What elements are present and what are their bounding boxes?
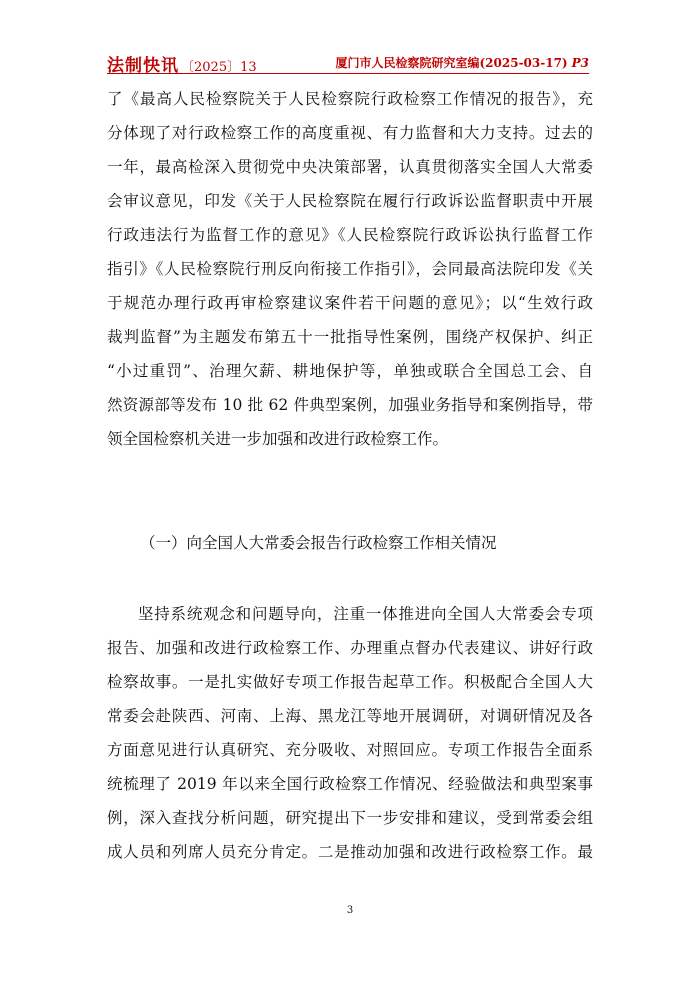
text-line: 例，深入查找分析问题，研究提出下一步安排和建议，受到常委会组 [107, 809, 593, 827]
text-line: 了《最高人民检察院关于人民检察院行政检察工作情况的报告》，充 [107, 90, 593, 108]
text-line: 统梳理了 2019 年以来全国行政检察工作情况、经验做法和典型案事 [107, 775, 593, 793]
header-source-group [336, 54, 590, 71]
header-divider [107, 73, 589, 74]
text-line: 指引》《人民检察院行刑反向衔接工作指引》，会同最高法院印发《关 [107, 260, 593, 278]
publisher-info: 厦门市人民检察院研究室编(2025-03-17) [335, 56, 568, 70]
text-line: 一年，最高检深入贯彻党中央决策部署，认真贯彻落实全国人大常委 [107, 158, 593, 176]
text-line: 报告、加强和改进行政检察工作、办理重点督办代表建议、讲好行政 [107, 639, 593, 657]
page-number: 3 [346, 905, 354, 916]
text-line: 领全国检察机关进一步加强和改进行政检察工作。 [107, 430, 449, 448]
text-line: 常委会赴陕西、河南、上海、黑龙江等地开展调研，对调研情况及各 [107, 707, 593, 725]
text-line: 分体现了对行政检察工作的高度重视、有力监督和大力支持。过去的 [107, 124, 593, 142]
text-line: 方面意见进行认真研究、充分吸收、对照回应。专项工作报告全面系 [107, 741, 593, 759]
issue-number: 〔2025〕13 [181, 60, 257, 75]
text-line: 行政违法行为监督工作的意见》《人民检察院行政诉讼执行监督工作 [107, 226, 593, 244]
body-paragraph-1 [107, 82, 593, 456]
section-heading: （一）向全国人大常委会报告行政检察工作相关情况 [140, 534, 497, 552]
page-header [107, 50, 589, 76]
text-line: 会审议意见，印发《关于人民检察院在履行行政诉讼监督职责中开展 [107, 192, 593, 210]
text-line: “小过重罚”、治理欠薪、耕地保护等，单独或联合全国总工会、自 [107, 362, 593, 380]
text-line: 坚持系统观念和问题导向，注重一体推进向全国人大常委会专项 [138, 605, 593, 623]
publication-name: 法制快讯 [107, 56, 179, 76]
text-line: 成人员和列席人员充分肯定。二是推动加强和改进行政检察工作。最 [107, 843, 593, 861]
text-line: 检察故事。一是扎实做好专项工作报告起草工作。积极配合全国人大 [107, 673, 593, 691]
body-paragraph-2 [107, 597, 593, 869]
text-line: 然资源部等发布 10 批 62 件典型案例，加强业务指导和案例指导，带 [107, 396, 593, 414]
header-page-ref: P3 [571, 56, 589, 70]
text-line: 裁判监督”为主题发布第五十一批指导性案例，围绕产权保护、纠正 [107, 328, 593, 346]
text-line: 于规范办理行政再审检察建议案件若干问题的意见》；以“生效行政 [107, 294, 593, 312]
